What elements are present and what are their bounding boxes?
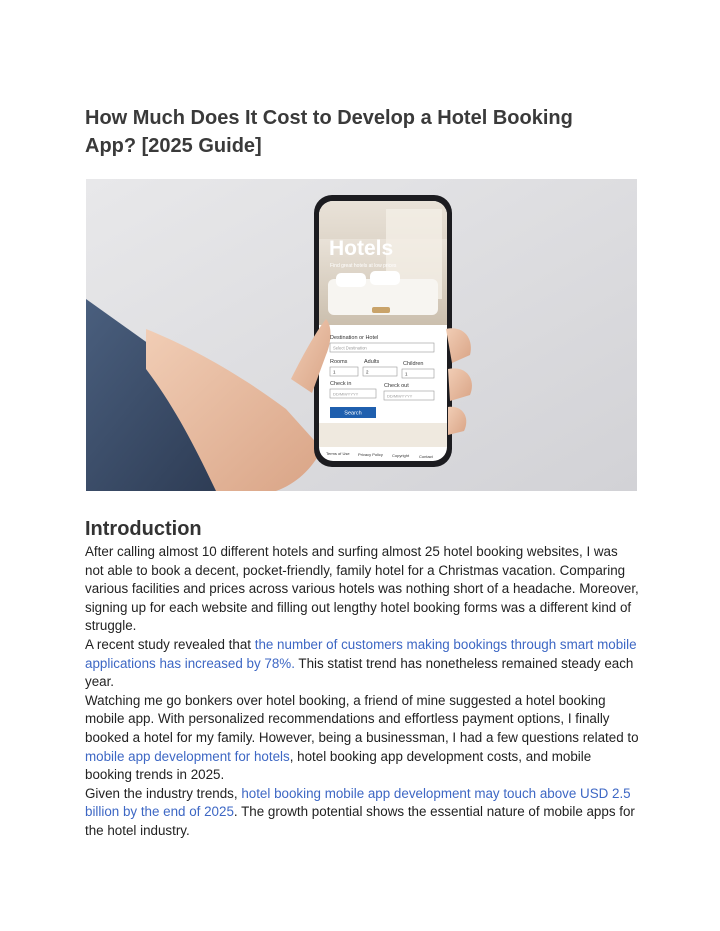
children-label: Children [403, 361, 424, 367]
intro-paragraph-3 [85, 692, 640, 785]
p4-text-before: Given the industry trends, [85, 785, 242, 801]
article-title-line-2: App? [2025 Guide] [85, 135, 262, 157]
footer-link-privacy[interactable]: Privacy Policy [358, 452, 383, 457]
search-button-label: Search [344, 410, 362, 417]
intro-heading: Introduction [85, 518, 202, 540]
destination-placeholder: Select Destination [333, 345, 367, 351]
customers-bookings-link[interactable]: the number of customers making bookings through smart mobile applications has increased by 78%. [85, 636, 637, 671]
app-title-text: Hotels [329, 237, 394, 260]
p3-text-before: Watching me go bonkers over hotel booking, a friend of mine suggested a hotel booking mobile app. With personalized recommendations and effortless payment options, I finally booked a hotel for my family. However, being a businessman, I had a few questions related to [85, 692, 639, 745]
adults-label: Adults [364, 359, 380, 365]
p2-text-after: This statist trend has nonetheless remained steady each year. [85, 655, 634, 690]
footer-link-terms[interactable]: Terms of Use [326, 451, 350, 456]
article-title-line-1: How Much Does It Cost to Develop a Hotel Booking [85, 107, 573, 129]
intro-paragraph-4 [85, 785, 640, 841]
rooms-value: 1 [333, 369, 336, 375]
app-subtitle-text: Find great hotels at low prices [330, 263, 397, 269]
intro-paragraph-1: After calling almost 10 different hotels and surfing almost 25 hotel booking websites, I was not able to book a decent, pocket-friendly, family hotel for a Christmas vacation. Comparing various facilities and prices across various hotels was nothing short of a headache. Moreover, signing up for each website and filling out lengthy hotel booking forms was a different kind of struggle. [85, 544, 639, 634]
destination-label: Destination or Hotel [330, 335, 379, 341]
p2-text-before: A recent study revealed that [85, 636, 255, 652]
intro-body [85, 543, 640, 841]
p4-text-after: . The growth potential shows the essential nature of mobile apps for the hotel industry. [85, 804, 635, 838]
market-size-link[interactable]: hotel booking mobile app development may touch above USD 2.5 billion by the end of 2025 [85, 785, 631, 820]
adults-value: 2 [366, 369, 369, 375]
article-title [85, 104, 645, 160]
footer-link-copyright[interactable]: Copyright [392, 453, 410, 458]
phone-lower-image [319, 423, 447, 447]
p3-text-after: , hotel booking app development costs, and mobile booking trends in 2025. [85, 748, 592, 783]
checkin-label: Check in [330, 381, 352, 387]
children-value: 1 [405, 371, 408, 377]
checkin-placeholder: DD/MM/YYYY [333, 391, 359, 397]
hotel-app-phone-illustration [86, 179, 637, 491]
rooms-label: Rooms [330, 359, 348, 365]
intro-paragraph-2 [85, 636, 640, 692]
footer-link-contact[interactable]: Contact [419, 454, 433, 459]
hero-image [86, 179, 637, 491]
mobile-app-development-link[interactable]: mobile app development for hotels [85, 748, 290, 764]
checkout-label: Check out [384, 383, 409, 389]
checkout-placeholder: DD/MM/YYYY [387, 393, 413, 399]
